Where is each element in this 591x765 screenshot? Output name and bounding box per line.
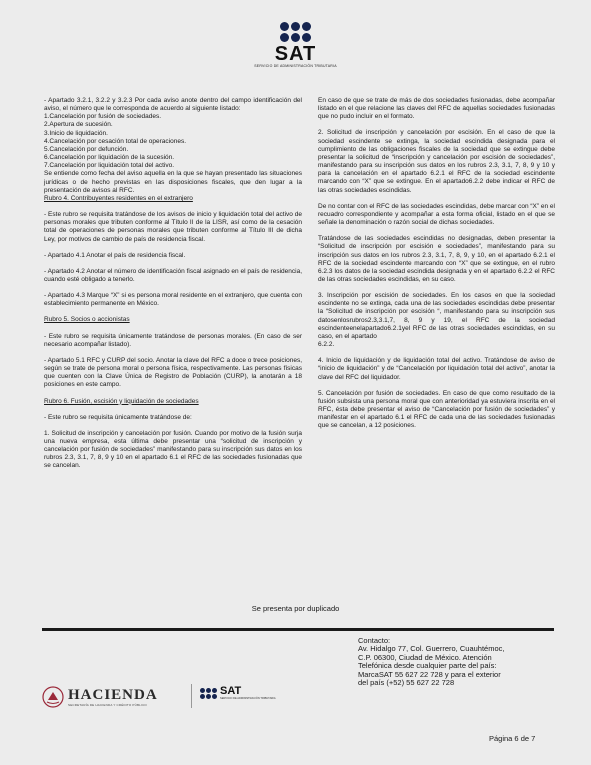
list-item: 3.Inicio de liquidación. <box>44 129 108 137</box>
hacienda-logo-subtitle: SECRETARÍA DE HACIENDA Y CRÉDITO PÚBLICO <box>68 702 147 707</box>
paragraph: - Este rubro se requisita tratándose de los avisos de inicio y liquidación total del activo de personas morales que tributen conforme al Título II de la LISR, así como de la cesación total de operaciones de personas morales que tributen conforme al Título III de dicha Ley, por motivos de cambio de país de residencia fiscal. <box>44 211 302 243</box>
paragraph: 3. Inscripción por escisión de sociedades. En los casos en que la sociedad escindente no se extinga, cada una de las sociedades escindidas debe presentar la “Solicitud de inscripción por escisión “, manifestando para su inscripción sus datosenlosrubros2.3,3.1,7, 8, 9 y 19, el RFC de la sociedad escindenteenelapartado6.2.1yel RFC de las otras sociedades escindidas, en su caso, en el apartado <box>318 292 555 340</box>
paragraph: - Apartado 4.3 Marque “X” si es persona moral residente en el extranjero, que cuenta con establecimiento permanente en México. <box>44 292 302 308</box>
contact-line: del país (+52) 55 627 22 728 <box>358 678 455 688</box>
page-number: Página 6 de 7 <box>489 734 536 743</box>
list-item: 6.Cancelación por liquidación de la sucesión. <box>44 154 175 162</box>
paragraph: 6.2.2. <box>318 341 335 349</box>
paragraph: - Apartado 4.2 Anotar el número de identificación fiscal asignado en el país de residencia, cuando esté obligado a tenerlo. <box>44 267 302 283</box>
logo-separator <box>191 684 192 708</box>
hacienda-logo <box>42 686 158 708</box>
contact-block <box>358 637 558 687</box>
duplicate-note: Se presenta por duplicado <box>251 604 340 613</box>
paragraph: De no contar con el RFC de las sociedades escindidas, debe marcar con “X” en el recuadro correspondiente y acompañar a esta forma oficial, listado en el que se señale la denominación o razón social de dichas sociedades. <box>318 202 555 227</box>
paragraph: - Este rubro se requisita únicamente tratándose de personas morales. (En caso de ser necesario acompañar listado). <box>44 332 302 348</box>
contact-line: Av. Hidalgo 77, Col. Guerrero, Cuauhtémoc, <box>358 644 505 654</box>
contact-line: C.P. 06300, Ciudad de México. Atención <box>358 652 492 662</box>
list-item: 2.Apertura de sucesión. <box>44 121 113 129</box>
sat-footer-word: SAT <box>220 685 242 697</box>
contact-label: Contacto: <box>358 636 391 645</box>
mexico-eagle-icon <box>42 686 64 708</box>
sat-footer-logo <box>200 686 276 700</box>
sat-dots-icon <box>200 688 217 699</box>
paragraph: - Apartado 3.2.1, 3.2.2 y 3.2.3 Por cada aviso anote dentro del campo identificación del aviso, el número que le corresponda de acuerdo al siguiente listado: <box>44 97 302 113</box>
hacienda-logo-word: HACIENDA <box>68 686 158 703</box>
paragraph: - Apartado 4.1 Anotar el país de residencia fiscal. <box>44 251 186 259</box>
right-column <box>318 97 555 438</box>
section-heading: Rubro 5. Socios o accionistas <box>44 316 130 324</box>
paragraph: 2. Solicitud de inscripción y cancelación por escisión. En el caso de que la sociedad escindente se extinga, la sociedad escindida designada para el cumplimiento de las obligaciones fiscales de la sociedad que se extingue debe presentar la solicitud de “inscripción y cancelación por escisión de sociedades”, manifestando para su inscripción sus datos en los rubros 2.3, 3.1, 7, 8, 9 y 10 y para la cancelación en el apartado 6.2.1 el RFC de la sociedad escindente marcando con “X” que se extingue. En el apartado6.2.2 debe indicar el RFC de las otras sociedades escindidas. <box>318 129 555 194</box>
paragraph: En caso de que se trate de más de dos sociedades fusionadas, debe acompañar listado en el que relacione las claves del RFC de aquellas sociedades fusionadas que no pudo incluir en el formato. <box>318 97 555 121</box>
contact-line: MarcaSAT 55 627 22 728 y para el exterior <box>358 669 501 679</box>
left-column <box>44 97 302 479</box>
paragraph: - Este rubro se requisita únicamente tratándose de: <box>44 413 192 421</box>
sat-logo-word: SAT <box>274 43 317 65</box>
paragraph: - Apartado 5.1 RFC y CURP del socio. Anotar la clave del RFC a doce o trece posiciones, según se trate de persona moral o persona física, respectivamente. Las personas físicas que cuenten con la Clave Única de Registro de Población (CURP), la anotarán a 18 posiciones en este campo. <box>44 356 302 389</box>
paragraph: 4. Inicio de liquidación y de liquidación total del activo. Tratándose de aviso de “inicio de liquidación” y de “Cancelación por liquidación total del activo”, anotar la clave del RFC del liquidador. <box>318 357 555 381</box>
list-item: 5.Cancelación por defunción. <box>44 145 129 153</box>
contact-line: Telefónica desde cualquier parte del país: <box>358 661 497 671</box>
section-heading: Rubro 6. Fusión, escisión y liquidación de sociedades <box>44 397 199 405</box>
section-heading: Rubro 4. Contribuyentes residentes en el extranjero <box>44 194 193 202</box>
footer-divider <box>42 628 554 631</box>
sat-dots-icon <box>280 22 311 42</box>
paragraph: Tratándose de las sociedades escindidas no designadas, deben presentar la “Solicitud de inscripción por escisión e sociedades”, manifestando para su inscripción sus datos en los rubros 2.3, 3.1, 7, 8, 9, y 10, en el apartado 6.2.1 el RFC de la sociedad escindente marcando con “X” que se extingue, en el rubro 6.2.3 los datos de la sociedad escindida designada y en el apartado 6.2.2 el RFC de las otras sociedades escindidas, en su caso. <box>318 235 555 283</box>
paragraph: 1. Solicitud de inscripción y cancelación por fusión. Cuando por motivo de la fusión surja una nueva empresa, esta última debe presentar una “solicitud de inscripción y cancelación por fusión de sociedades” manifestando para su inscripción sus datos en los rubros 2.3, 3.1, 7, 8, 9 y 10 en el apartado 6.1 el RFC de las sociedades fusionadas que se cancelan. <box>44 429 302 470</box>
list-item: 1.Cancelación por fusión de sociedades. <box>44 113 162 121</box>
notice-list <box>44 113 302 170</box>
list-item: 7.Cancelación por liquidación total del activo. <box>44 162 175 170</box>
paragraph: 5. Cancelación por fusión de sociedades. En caso de que como resultado de la fusión subsista una persona moral que con anterioridad ya estuviera inscrita en el RFC, ésta debe presentar el aviso de “Cancelación por fusión de sociedades” y manifestar en el apartado 6.1 el RFC de cada una de las sociedades fusionadas que se cancelan, a 12 posiciones. <box>318 389 555 430</box>
sat-footer-subtitle: SERVICIO DE ADMINISTRACIÓN TRIBUTARIA <box>220 697 276 700</box>
sat-logo-subtitle: SERVICIO DE ADMINISTRACIÓN TRIBUTARIA <box>254 64 337 68</box>
paragraph: Se entiende como fecha del aviso aquella en la que se hayan presentado las situaciones jurídicas o de hecho previstas en las disposiciones fiscales, que den lugar a la presentación de avisos al RFC. <box>44 170 302 194</box>
list-item: 4.Cancelación por cesación total de operaciones. <box>44 137 187 145</box>
sat-header-logo <box>0 18 591 68</box>
